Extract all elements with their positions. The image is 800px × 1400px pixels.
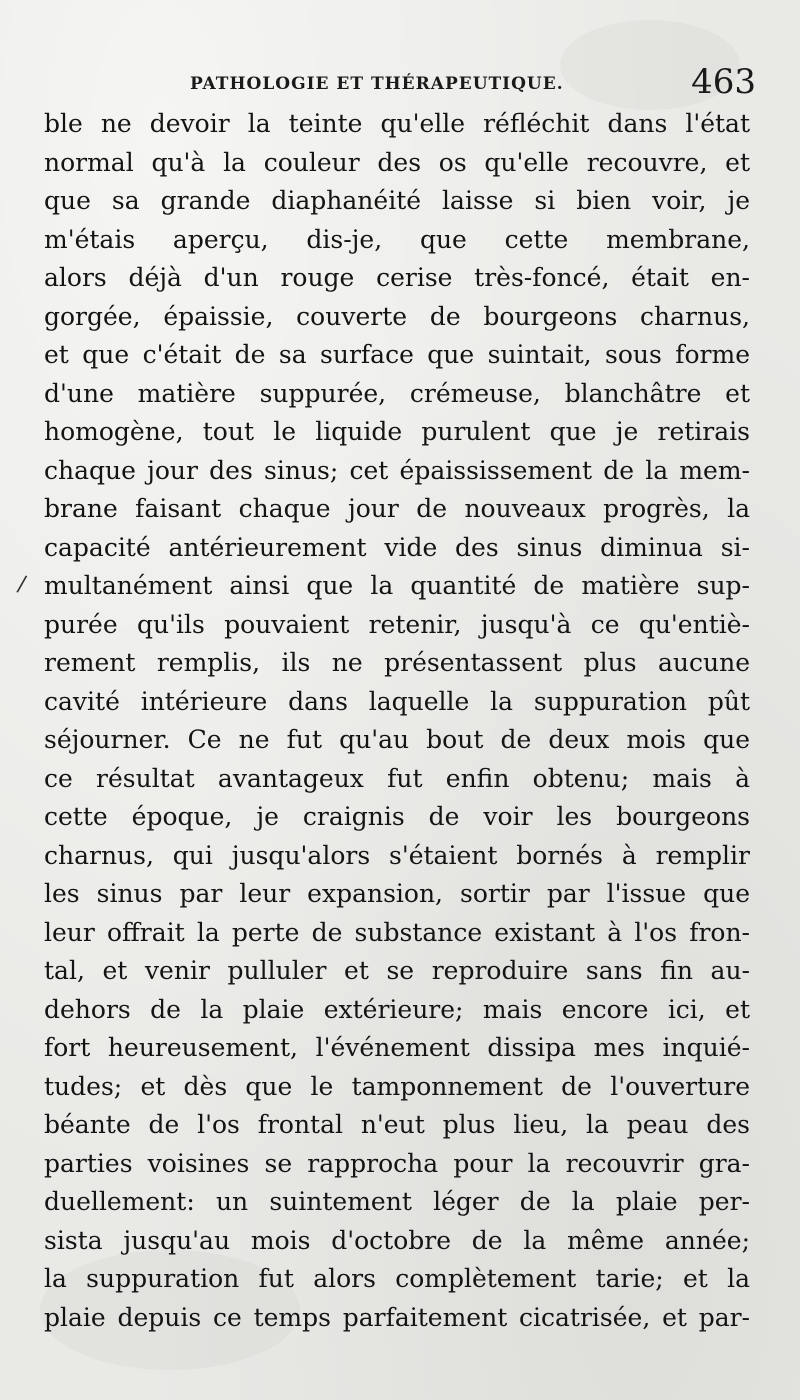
- text-line: charnus, qui jusqu'alors s'étaient bornés à remplir: [44, 840, 750, 870]
- page-number: 463: [691, 62, 756, 102]
- text-line: alors déjà d'un rouge cerise très-foncé, était en-: [44, 263, 750, 292]
- text-line: dehors de la plaie extérieure; mais encore ici, et: [44, 994, 750, 1024]
- text-line: homogène, tout le liquide purulent que je retirais: [44, 417, 750, 446]
- text-line: ble ne devoir la teinte qu'elle réfléchit dans l'état: [44, 109, 750, 138]
- text-line: gorgée, épaissie, couverte de bourgeons charnus,: [44, 301, 750, 331]
- text-line: cavité intérieure dans laquelle la suppuration pût: [44, 686, 750, 716]
- text-line: multanément ainsi que la quantité de matière sup-: [44, 571, 750, 600]
- text-line: parties voisines se rapprocha pour la recouvrir gra-: [44, 1148, 750, 1178]
- text-line: les sinus par leur expansion, sortir par l'issue que: [44, 879, 750, 908]
- page-header: [190, 62, 770, 102]
- text-line: normal qu'à la couleur des os qu'elle recouvre, et: [44, 147, 750, 177]
- text-line: cette époque, je craignis de voir les bourgeons: [44, 802, 750, 831]
- text-line: d'une matière suppurée, crémeuse, blanchâtre et: [44, 378, 750, 408]
- text-line: m'étais aperçu, dis-je, que cette membrane,: [44, 224, 750, 254]
- body-text: [44, 105, 750, 1337]
- margin-mark: /: [15, 571, 28, 598]
- text-line: capacité antérieurement vide des sinus diminua si-: [44, 532, 750, 562]
- text-line: tudes; et dès que le tamponnement de l'ouverture: [44, 1071, 750, 1101]
- text-line: leur offrait la perte de substance existant à l'os fron-: [44, 917, 750, 947]
- running-head: PATHOLOGIE ET THÉRAPEUTIQUE.: [190, 74, 564, 94]
- text-line: la suppuration fut alors complètement tarie; et la: [44, 1264, 750, 1293]
- text-line: et que c'était de sa surface que suintait, sous forme: [44, 340, 750, 369]
- text-line: que sa grande diaphanéité laisse si bien voir, je: [44, 186, 750, 215]
- text-line: ce résultat avantageux fut enfin obtenu; mais à: [44, 763, 750, 793]
- text-line: séjourner. Ce ne fut qu'au bout de deux mois que: [44, 725, 750, 754]
- text-line: chaque jour des sinus; cet épaississement de la mem-: [44, 455, 750, 485]
- text-line: plaie depuis ce temps parfaitement cicatrisée, et par-: [44, 1302, 750, 1332]
- text-line: fort heureusement, l'événement dissipa mes inquié-: [44, 1033, 750, 1062]
- text-line: rement remplis, ils ne présentassent plus aucune: [44, 648, 750, 677]
- text-line: tal, et venir pulluler et se reproduire sans fin au-: [44, 956, 750, 985]
- text-line: sista jusqu'au mois d'octobre de la même année;: [44, 1225, 750, 1255]
- text-line: duellement: un suintement léger de la plaie per-: [44, 1187, 750, 1216]
- text-line: béante de l'os frontal n'eut plus lieu, la peau des: [44, 1110, 750, 1139]
- text-line: brane faisant chaque jour de nouveaux progrès, la: [44, 494, 750, 523]
- text-line: purée qu'ils pouvaient retenir, jusqu'à ce qu'entiè-: [44, 609, 750, 639]
